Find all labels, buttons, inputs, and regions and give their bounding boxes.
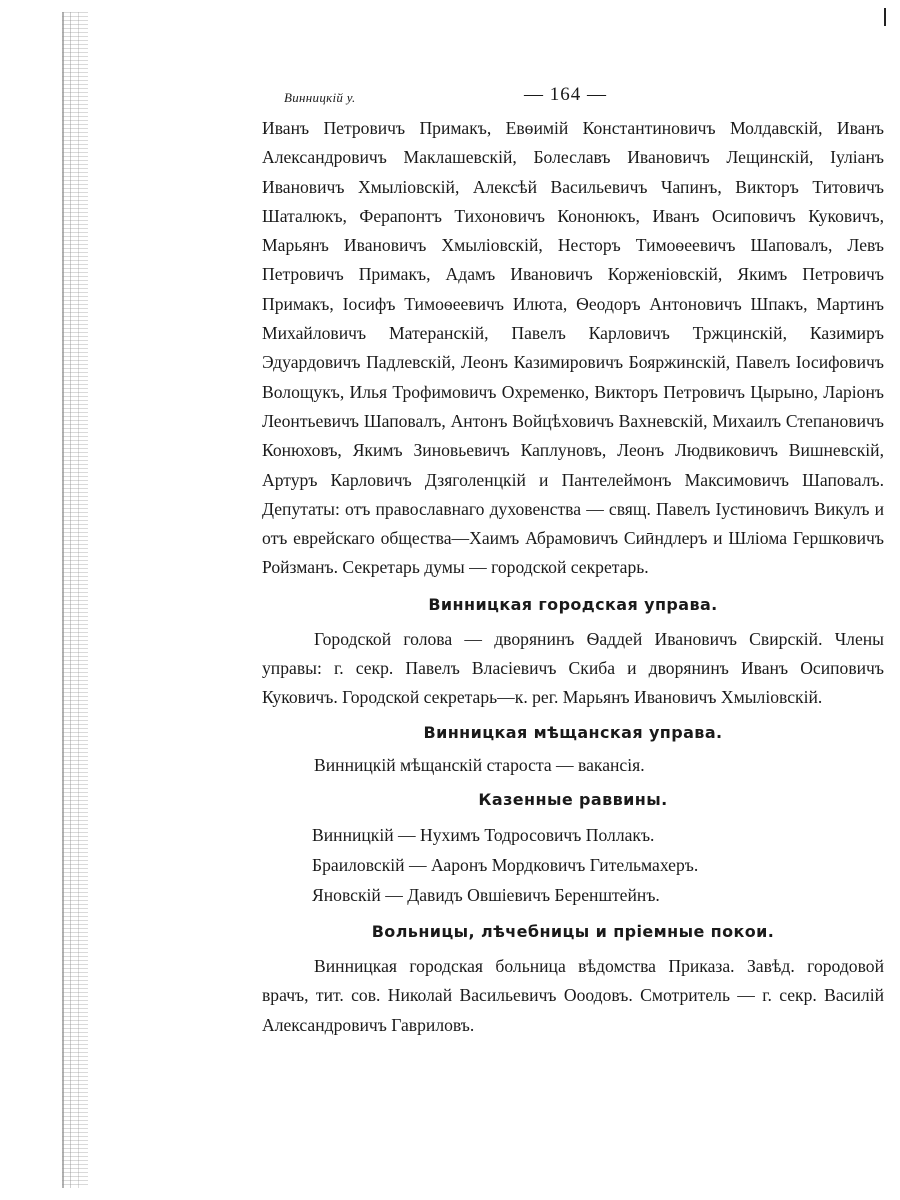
rabbi-entry: Браиловскій — Ааронъ Мордковичъ Гительмахеръ. (312, 854, 699, 875)
section-heading-burgher-board: Винницкая мѣщанская управа. (423, 722, 723, 742)
section-heading-hospitals: Вольницы, лѣчебницы и пріемные покои. (371, 921, 775, 941)
scan-margin-artifact (62, 12, 88, 1188)
scan-edge-mark (884, 8, 886, 26)
burgher-board-paragraph: Винницкій мѣщанскій староста — вакансія. (314, 754, 645, 775)
hospitals-paragraph: Винницкая городская больница вѣдомства Приказа. Завѣд. городовой врачъ, тит. сов. Николай Васильевичъ Ооодовъ. Смотритель — г. секр. Василій Александровичъ Гавриловъ. (262, 955, 884, 1035)
document-page (262, 84, 884, 1040)
page-number: — 164 — (524, 84, 607, 105)
section-heading-rabbis: Казенные раввины. (478, 789, 668, 809)
running-head: Винницкій у. (284, 90, 356, 105)
section-heading-city-board: Винницкая городская управа. (428, 594, 718, 614)
council-members-paragraph: Иванъ Петровичъ Примакъ, Евѳимій Константиновичъ Молдавскій, Иванъ Александровичъ Маклашевскій, Болеславъ Ивановичъ Лещинскій, Іуліанъ Ивановичъ Хмыліовскій, Алексѣй Васильевичъ Чапинъ, Викторъ Титовичъ Шаталюкъ, Ферапонтъ Тихоновичъ Кононюкъ, Иванъ Осиповичъ Куковичъ, Марьянъ Ивановичъ Хмыліовскій, Несторъ Тимоѳеевичъ Шаповалъ, Левъ Петровичъ Примакъ, Адамъ Ивановичъ Корженіовскій, Якимъ Петровичъ Примакъ, Іосифъ Тимоѳеевичъ Илюта, Ѳеодоръ Антоновичъ Шпакъ, Мартинъ Михайловичъ Матеранскій, Павелъ Карловичъ Тржцинскій, Казимиръ Эдуардовичъ Падлевскій, Леонъ Казимировичъ Бояржинскій, Павелъ Іосифовичъ Волощукъ, Илья Трофимовичъ Охременко, Викторъ Петровичъ Цырыно, Ларіонъ Леонтьевичъ Шаповалъ, Антонъ Войцѣховичъ Вахневскій, Михаилъ Степановичъ Конюховъ, Якимъ Зиновьевичъ Каплуновъ, Леонъ Людвиковичъ Вишневскій, Артуръ Карловичъ Дзяголенцкій и Пантелеймонъ Максимовичъ Шаповалъ. Депутаты: отъ православнаго духовенства — свящ. Павелъ Іустиновичъ Викулъ и отъ еврейскаго общества—Хаимъ Абрамовичъ Сиӣндлеръ и Шліома Гершковичъ Ройзманъ. Секретарь думы — городской секретарь. (262, 118, 884, 578)
city-board-paragraph: Городской голова — дворянинъ Ѳаддей Ивановичъ Свирскій. Члены управы: г. секр. Павелъ Власіевичъ Скиба и дворянинъ Иванъ Осиповичъ Куковичъ. Городской секретарь—к. рег. Марьянъ Ивановичъ Хмыліовскій. (262, 628, 884, 708)
page-header (262, 84, 884, 114)
rabbi-entry: Яновскій — Давидъ Овшіевичъ Беренштейнъ. (312, 884, 660, 905)
rabbi-entry: Винницкій — Нухимъ Тодросовичъ Поллакъ. (312, 824, 655, 845)
